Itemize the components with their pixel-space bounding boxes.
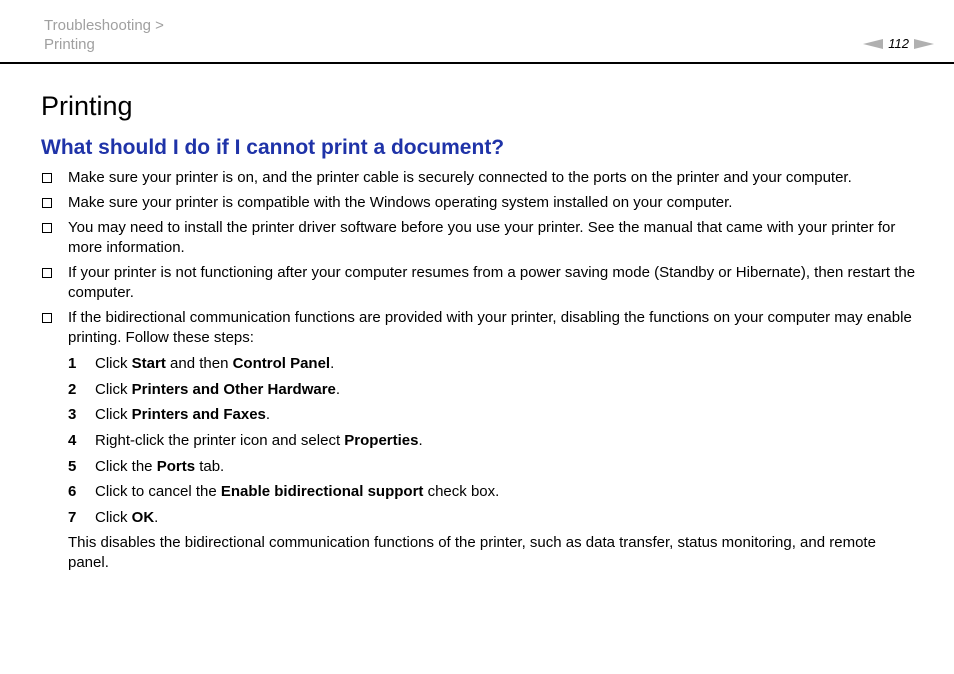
step-text: Click (95, 355, 132, 372)
steps-list (68, 354, 499, 534)
breadcrumb-current: Printing (44, 36, 95, 53)
step-ui-term: Printers and Other Hardware (131, 380, 336, 398)
step-number: 2 (68, 380, 77, 398)
step-text: . (418, 432, 423, 450)
tips-list (40, 168, 920, 353)
step-ui-term: Ports (156, 457, 196, 475)
step-number: 4 (68, 432, 77, 450)
section-heading: What should I do if I cannot print a document? (41, 136, 505, 159)
page-navigator (863, 36, 934, 51)
step-ui-term: Properties (344, 432, 419, 450)
step-item (68, 354, 499, 374)
step-ui-term: Enable bidirectional support (220, 483, 424, 501)
closing-note: This disables the bidirectional communication functions of the printer, such as data transfer, status monitoring, and remote panel. (68, 534, 876, 571)
step-text: check box. (423, 483, 500, 501)
step-text: Click (95, 380, 132, 398)
step-text: tab. (195, 457, 225, 475)
list-item (40, 263, 920, 303)
breadcrumb (44, 16, 164, 54)
step-text: Click to cancel the (95, 483, 221, 501)
step-text: Right-click the printer icon and select (95, 432, 345, 450)
step-item (68, 380, 499, 400)
checkbox-bullet-icon (42, 313, 52, 323)
list-item (40, 168, 920, 188)
list-item (40, 193, 920, 213)
list-item (40, 218, 920, 258)
step-item (68, 431, 499, 451)
page-title: Printing (41, 91, 133, 121)
step-item (68, 405, 499, 425)
step-item (68, 482, 499, 502)
page-number: 112 (888, 36, 909, 51)
step-item (68, 508, 499, 528)
step-number: 5 (68, 457, 77, 475)
step-ui-term: Printers and Faxes (131, 406, 266, 424)
list-item-text: If your printer is not functioning after your computer resumes from a power saving mode (Standby or Hibernate), then restart the computer. (68, 264, 916, 301)
checkbox-bullet-icon (42, 173, 52, 183)
list-item-text: If the bidirectional communication functions are provided with your printer, disabling the functions on your computer may enable printing. Follow these steps: (68, 309, 912, 346)
step-item (68, 457, 499, 477)
next-page-arrow-icon[interactable] (914, 39, 934, 49)
step-number: 7 (68, 509, 77, 527)
checkbox-bullet-icon (42, 223, 52, 233)
list-item-text: You may need to install the printer driver software before you use your printer. See the manual that came with your printer for more information. (68, 219, 896, 256)
step-number: 1 (68, 355, 77, 372)
step-ui-term: OK (131, 509, 155, 527)
checkbox-bullet-icon (42, 268, 52, 278)
previous-page-arrow-icon[interactable] (863, 39, 883, 49)
step-text: Click (95, 406, 132, 424)
step-text: Click (95, 509, 132, 527)
step-text: . (330, 355, 335, 372)
step-ui-term: Start (131, 355, 166, 372)
list-item-text: Make sure your printer is compatible with the Windows operating system installed on your computer. (68, 194, 733, 211)
list-item-text: Make sure your printer is on, and the printer cable is securely connected to the ports on the printer and your computer. (68, 169, 852, 186)
step-number: 6 (68, 483, 77, 501)
step-text: . (265, 406, 271, 424)
breadcrumb-section-link[interactable]: Troubleshooting > (44, 17, 164, 34)
header-divider (0, 62, 954, 64)
step-text: Click the (95, 457, 157, 475)
step-number: 3 (68, 406, 77, 424)
step-text: . (335, 380, 341, 398)
step-text: and then (165, 355, 233, 372)
checkbox-bullet-icon (42, 198, 52, 208)
step-ui-term: Control Panel (232, 355, 331, 372)
step-text: . (154, 509, 159, 527)
list-item (40, 308, 920, 348)
